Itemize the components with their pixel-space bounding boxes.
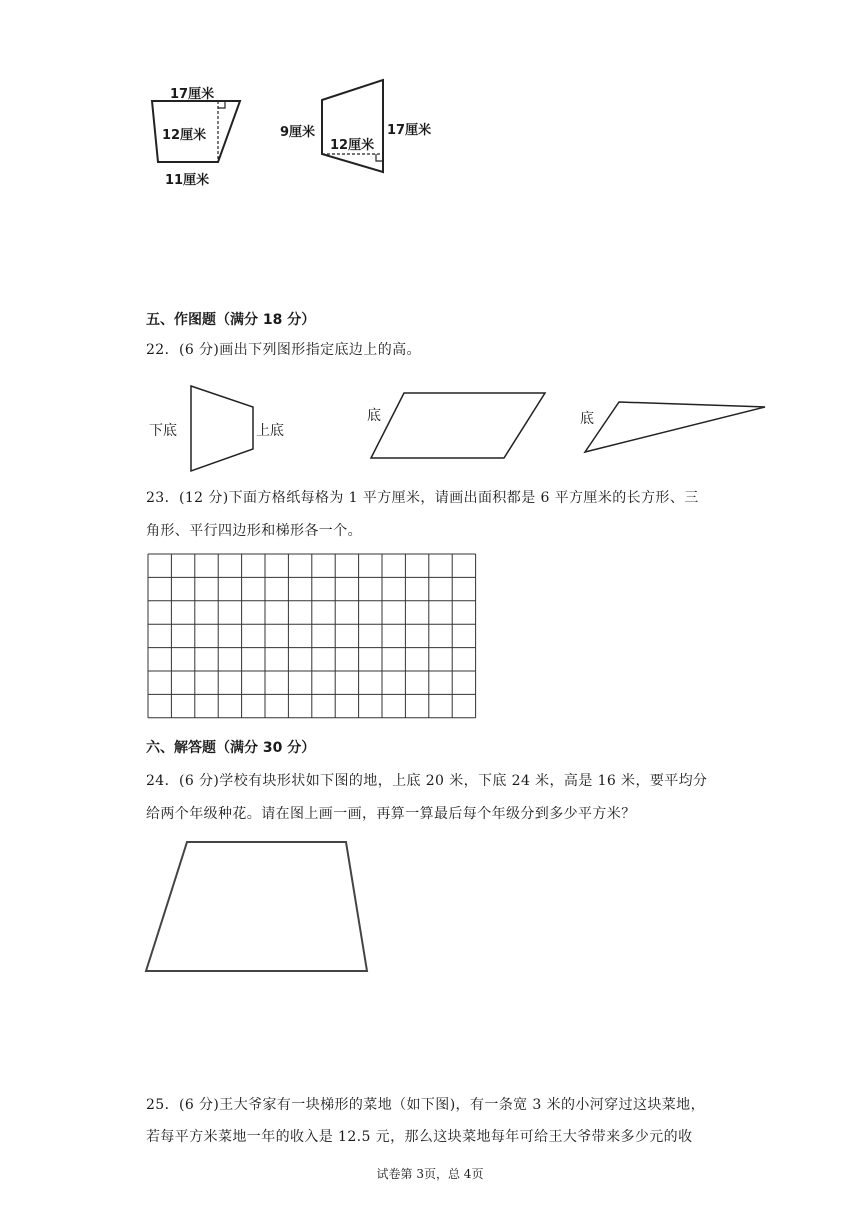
square-grid: [148, 554, 476, 718]
q24-line1: 24．(6 分)学校有块形状如下图的地，上底 20 米，下底 24 米，高是 16 米，要平均分: [146, 773, 708, 789]
q24-line2: 给两个年级种花。请在图上画一画，再算一算最后每个年级分到多少平方米？: [146, 806, 636, 822]
q23-line2: 角形、平行四边形和梯形各一个。: [146, 523, 362, 539]
q22-shape2-label: 底: [367, 408, 381, 424]
section6-title: 六、解答题（满分 30 分）: [146, 740, 316, 756]
q22-shape3-label: 底: [580, 411, 594, 427]
q22-shape1-left-label: 下底: [149, 423, 177, 439]
q22-triangle: [585, 402, 765, 452]
q23-line1: 23．(12 分)下面方格纸每格为 1 平方厘米，请画出面积都是 6 平方厘米的长方形、三: [146, 490, 699, 506]
q25-line1: 25．(6 分)王大爷家有一块梯形的菜地（如下图)，有一条宽 3 米的小河穿过这块菜地，: [146, 1097, 705, 1113]
trap-b-base-label: 12厘米: [330, 138, 375, 153]
q25-line2: 若每平方米菜地一年的收入是 12.5 元，那么这块菜地每年可给王大爷带来多少元的收: [146, 1129, 693, 1145]
trap-a-top-label: 17厘米: [170, 87, 215, 102]
q22-trapezoid: [191, 386, 253, 471]
q22-parallelogram: [371, 393, 545, 458]
section5-title: 五、作图题（满分 18 分）: [146, 312, 316, 328]
page-footer: 试卷第 3页，总 4页: [376, 1167, 484, 1181]
trap-b-right-label: 17厘米: [387, 123, 432, 138]
trapezoid-b: [322, 80, 383, 172]
q24-trapezoid: [146, 842, 367, 971]
q22-shape1-right-label: 上底: [256, 423, 284, 439]
trap-b-left-label: 9厘米: [280, 125, 316, 140]
trap-a-height-label: 12厘米: [162, 128, 207, 143]
trap-a-bottom-label: 11厘米: [165, 173, 210, 188]
q22-text: 22．(6 分)画出下列图形指定底边上的高。: [146, 342, 421, 358]
